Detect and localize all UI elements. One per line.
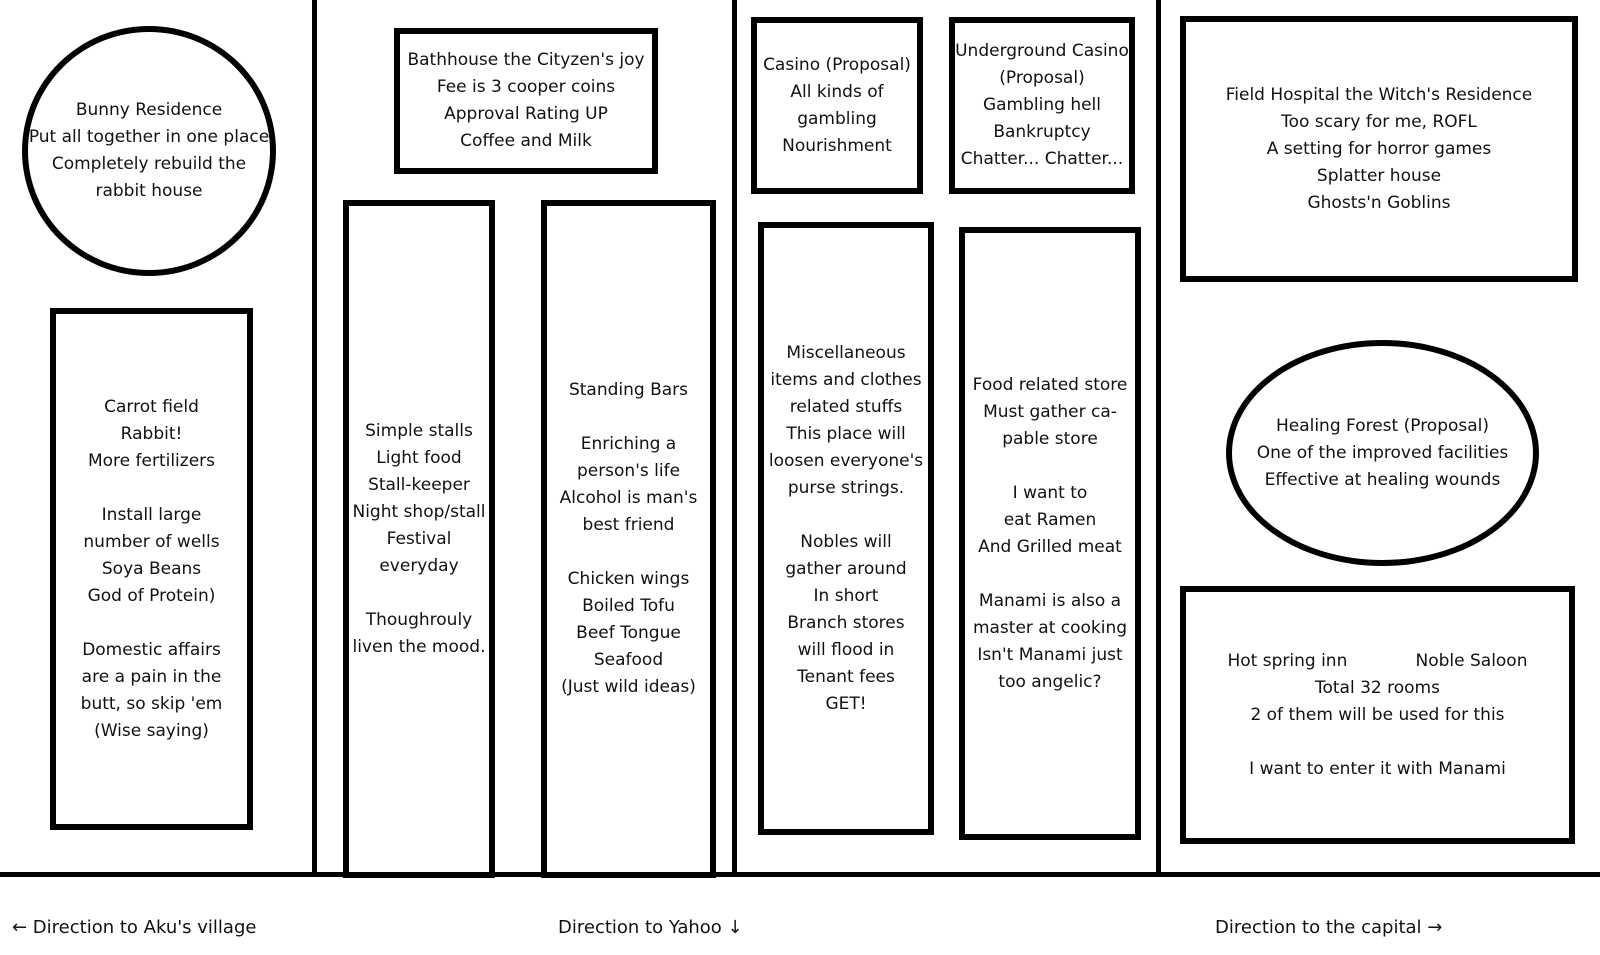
text-line: Coffee and Milk	[460, 131, 592, 151]
text-line: Underground Casino	[955, 41, 1129, 61]
text-line: Night shop/stall	[352, 501, 486, 522]
text-line: Gambling hell	[982, 95, 1102, 115]
direction-capital: Direction to the capital →	[1215, 917, 1443, 938]
text-line: gambling	[797, 108, 877, 129]
text-line: Miscellaneous	[786, 342, 906, 363]
road-line	[0, 872, 1600, 877]
text-line: Rabbit!	[120, 423, 183, 444]
text-line: (Proposal)	[999, 68, 1085, 88]
text-line: Nobles will	[800, 531, 892, 552]
text-line: Nourishment	[782, 135, 892, 156]
simple-stalls-area	[343, 200, 495, 878]
text-line: Branch stores	[787, 612, 905, 633]
text-line: I want to	[1012, 482, 1088, 503]
text-line: Standing Bars	[568, 380, 689, 400]
text-line: number of wells	[83, 531, 220, 552]
text-line: A setting for horror games	[1266, 138, 1492, 159]
text-line: master at cooking	[972, 617, 1128, 638]
text-line: Healing Forest (Proposal)	[1275, 415, 1490, 436]
text-line: Enriching a	[580, 434, 677, 454]
hot-spring-inn-area	[1180, 586, 1575, 844]
field-hospital-area	[1180, 16, 1578, 282]
text-line: GET!	[825, 693, 867, 714]
text-line: Tenant fees	[797, 666, 895, 687]
text-line: 2 of them will be used for this	[1250, 704, 1505, 725]
text-line: related stuffs	[789, 396, 903, 417]
text-line: (Just wild ideas)	[561, 677, 696, 697]
text-line: In short	[813, 585, 879, 606]
divider-line-2	[732, 0, 737, 876]
text-line: Light food	[376, 447, 462, 468]
text-line: Bunny Residence	[75, 100, 223, 120]
text-line: Stall-keeper	[368, 474, 470, 495]
text-line: Bankruptcy	[993, 122, 1091, 142]
bunny-residence-area	[22, 26, 276, 276]
healing-forest-area	[1226, 340, 1539, 566]
text-line: Too scary for me, ROFL	[1281, 111, 1477, 132]
text-line: gather around	[785, 558, 907, 579]
text-line: are a pain in the	[81, 666, 222, 687]
text-line: everyday	[379, 555, 459, 576]
text-line: Must gather ca-	[983, 401, 1117, 422]
text-line: Festival	[386, 528, 452, 549]
text-line: Simple stalls	[365, 420, 473, 441]
food-store-area	[959, 227, 1141, 840]
text-line: Put all together in one place	[28, 127, 270, 147]
text-line: Soya Beans	[101, 558, 202, 579]
text-line: And Grilled meat	[978, 536, 1122, 557]
text-line: pable store	[1002, 428, 1098, 449]
text-line: person's life	[576, 461, 681, 481]
divider-line-3	[1156, 0, 1161, 876]
text-line: Manami is also a	[978, 590, 1122, 611]
text-line: This place will	[786, 423, 906, 444]
text-line: purse strings.	[787, 477, 905, 498]
text-line: best friend	[582, 515, 675, 535]
text-line: More fertilizers	[87, 450, 216, 471]
text-line: Total 32 rooms	[1315, 677, 1440, 698]
text-line: Isn't Manami just	[977, 644, 1123, 665]
text-line	[1249, 729, 1506, 756]
text-line: Thoughrouly	[365, 609, 473, 630]
text-line: liven the mood.	[352, 636, 486, 657]
text-line: Splatter house	[1316, 165, 1442, 186]
text-line: Food related store	[972, 374, 1128, 395]
divider-line-1	[312, 0, 317, 876]
text-line: Ghosts'n Goblins	[1307, 192, 1451, 213]
text-line: All kinds of	[790, 81, 884, 102]
text-line: will flood in	[797, 639, 895, 660]
text-line: too angelic?	[998, 671, 1102, 692]
text-line: (Wise saying)	[94, 720, 209, 741]
text-line: eat Ramen	[1003, 509, 1097, 530]
direction-yahoo: Direction to Yahoo ↓	[558, 917, 743, 938]
text-line: Carrot field	[104, 396, 199, 417]
text-line: Boiled Tofu	[582, 596, 675, 616]
text-line: Field Hospital the Witch's Residence	[1225, 84, 1533, 105]
text-line: God of Protein)	[87, 585, 216, 606]
underground-casino-area	[949, 17, 1135, 194]
text-line: rabbit house	[95, 181, 203, 201]
text-line: I want to enter it with Manami	[1249, 758, 1506, 779]
text-line: loosen everyone's	[768, 450, 924, 471]
direction-aku-village: ← Direction to Aku's village	[12, 917, 257, 938]
text-line: One of the improved facilities	[1256, 442, 1509, 463]
hot-spring-inn-header	[1228, 648, 1528, 675]
noble-saloon-label: Noble Saloon	[1415, 650, 1528, 671]
hot-spring-inn-lines	[1249, 675, 1506, 783]
carrot-field-area	[50, 308, 253, 830]
miscellaneous-store-area	[758, 222, 934, 835]
casino-area	[751, 17, 923, 194]
text-line: Alcohol is man's	[559, 488, 698, 508]
text-line: Effective at healing wounds	[1264, 469, 1501, 490]
text-line: butt, so skip 'em	[80, 693, 223, 714]
text-line: Seafood	[593, 650, 664, 670]
text-line: Approval Rating UP	[444, 104, 608, 124]
text-line: Chicken wings	[567, 569, 690, 589]
text-line: Casino (Proposal)	[763, 54, 911, 75]
text-line: items and clothes	[770, 369, 922, 390]
text-line: Install large	[101, 504, 202, 525]
standing-bars-area	[541, 200, 716, 878]
bathhouse-area	[394, 28, 658, 174]
text-line: Chatter... Chatter...	[960, 149, 1124, 169]
text-line: Completely rebuild the	[51, 154, 247, 174]
hot-spring-inn-label: Hot spring inn	[1227, 650, 1348, 671]
text-line: Fee is 3 cooper coins	[436, 77, 616, 97]
text-line: Bathhouse the Cityzen's joy	[407, 50, 645, 70]
text-line: Beef Tongue	[576, 623, 681, 643]
text-line: Domestic affairs	[82, 639, 221, 660]
